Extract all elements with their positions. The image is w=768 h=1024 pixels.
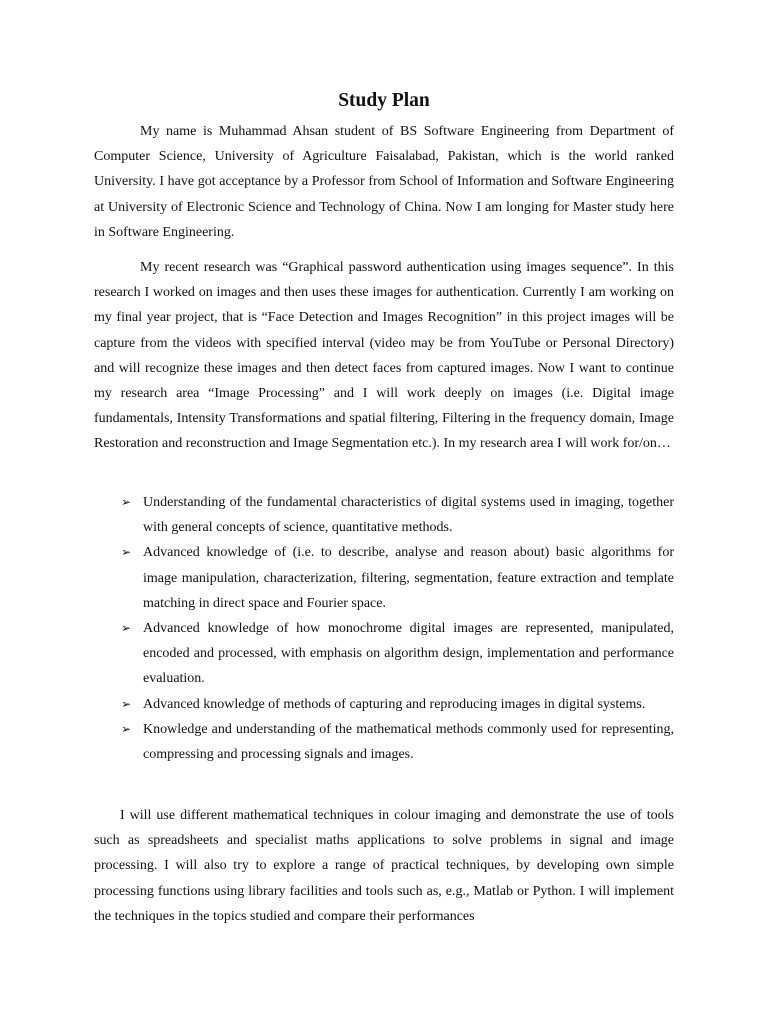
closing-paragraph: I will use different mathematical techniques in colour imaging and demonstrate the use of tools such as spreadsheets and specialist maths applications to solve problems in signal and image processing. I will also try to explore a range of practical techniques, by developing own simple processing functions using library facilities and tools such as, e.g., Matlab or Python. I will implement the techniques in the topics studied and compare their performances	[94, 808, 674, 924]
research-topics-list	[94, 490, 674, 767]
document-page	[94, 0, 674, 1024]
list-item	[94, 616, 674, 692]
list-item-text: Knowledge and understanding of the mathematical methods commonly used for representing, compressing and processing signals and images.	[143, 721, 674, 763]
research-paragraph: My recent research was “Graphical password authentication using images sequence”. In this research I worked on images and then uses these images for authentication. Currently I am working on my final year project, that is “Face Detection and Images Recognition” in this project images will be capture from the videos with specified interval (video may be from YouTube or Personal Directory) and will recognize these images and then detect faces from captured images. Now I want to continue my research area “Image Processing” and I will work deeply on images (i.e. Digital image fundamentals, Intensity Transformations and spatial filtering, Filtering in the frequency domain, Image Restoration and reconstruction and Image Segmentation etc.). In my research area I will work for/on…	[94, 260, 674, 452]
list-item-text: Advanced knowledge of how monochrome digital images are represented, manipulated, encoded and processed, with emphasis on algorithm design, implementation and performance evaluation.	[143, 621, 674, 687]
arrow-bullet-icon: ➢	[121, 696, 132, 711]
list-item	[94, 540, 674, 616]
list-item-text: Advanced knowledge of methods of capturing and reproducing images in digital systems.	[143, 696, 646, 712]
list-item	[94, 490, 674, 540]
list-item	[94, 692, 674, 717]
arrow-bullet-icon: ➢	[121, 495, 132, 509]
arrow-bullet-icon: ➢	[121, 721, 132, 736]
arrow-bullet-icon: ➢	[121, 621, 132, 636]
list-item-text: Understanding of the fundamental characteristics of digital systems used in imaging, together with general concepts of science, quantitative methods.	[143, 495, 674, 536]
arrow-bullet-icon: ➢	[121, 545, 132, 560]
page-title: Study Plan	[338, 90, 430, 111]
intro-paragraph: My name is Muhammad Ahsan student of BS Software Engineering from Department of Computer Science, University of Agriculture Faisalabad, Pakistan, which is the world ranked University. I have got acceptance by a Professor from School of Information and Software Engineering at University of Electronic Science and Technology of China. Now I am longing for Master study here in Software Engineering.	[94, 124, 674, 240]
list-item-text: Advanced knowledge of (i.e. to describe, analyse and reason about) basic algorithms for image manipulation, characterization, filtering, segmentation, feature extraction and template matching in direct space and Fourier space.	[143, 545, 674, 611]
list-item	[94, 717, 674, 767]
